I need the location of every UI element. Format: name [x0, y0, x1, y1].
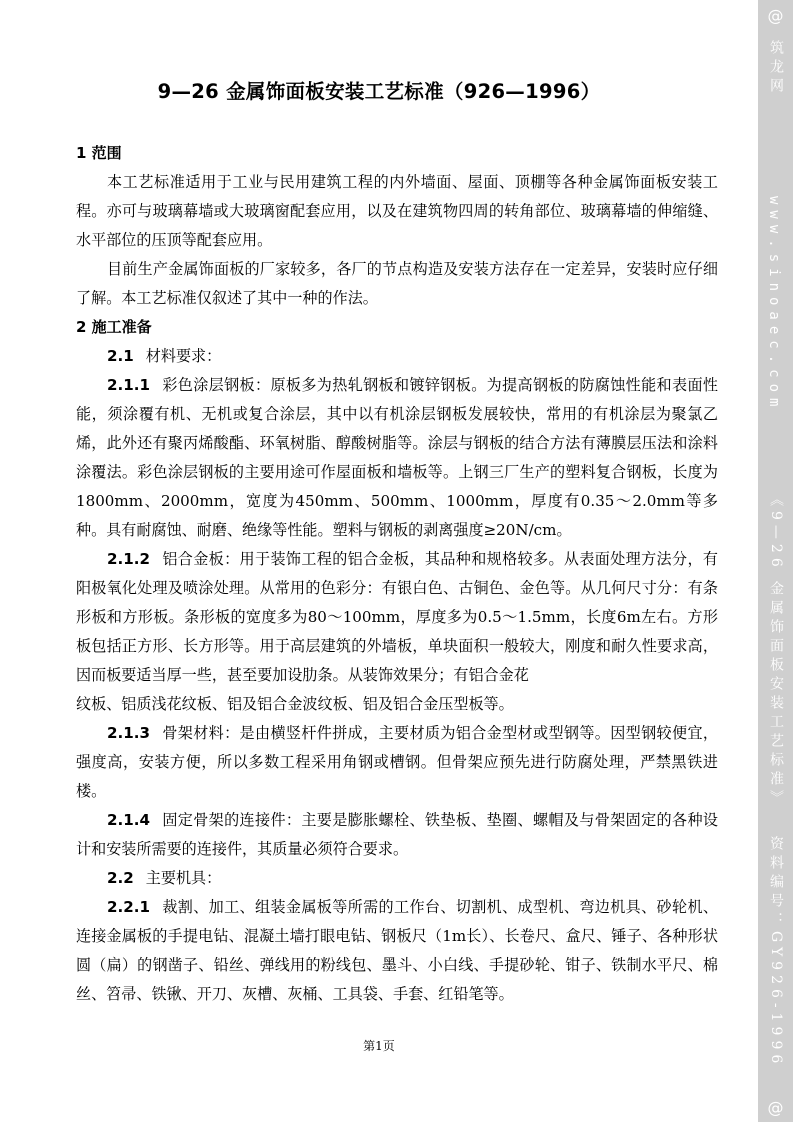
sidebar-document-code: 资料编号：GY926-1996 [768, 836, 784, 1069]
section-1-paragraph-2: 目前生产金属饰面板的厂家较多，各厂的节点构造及安装方法存在一定差异，安装时应仔细了解。本工艺标准仅叙述了其中一种的作法。 [76, 260, 718, 307]
clause-number: 2.1.4 [107, 811, 150, 829]
document-title: 9—26 金属饰面板安装工艺标准（926—1996） [157, 80, 601, 103]
clause-text: 铝合金板：用于装饰工程的铝合金板，其品种和规格较多。从表面处理方法分，有阳极氧化处理及喷涂处理。从常用的色彩分：有银白色、古铜色、金色等。从几何尺寸分：有条形板和方形板。条形板的宽度多为80～100mm，厚度多为0.5～1.5mm，长度6m左右。方形板包括正方形、长方形等。用于高层建筑的外墙板，单块面积一般较大，刚度和耐久性要求高，因而板要适当厚一些，甚至要加设肋条。从装饰效果分；有铝合金花 [76, 550, 718, 684]
clause-2-1 [76, 342, 718, 371]
clause-number: 2.1.2 [107, 550, 150, 568]
clause-text: 材料要求： [145, 347, 222, 365]
clause-2-1-4 [76, 806, 718, 864]
clause-2-1-1 [76, 371, 718, 545]
clause-number: 2.2.1 [107, 898, 150, 916]
clause-2-1-2-continuation: 纹板、铝质浅花纹板、铝及铝合金波纹板、铝及铝合金压型板等。 [76, 695, 514, 713]
sidebar-site-name: 筑龙网 [768, 40, 784, 97]
clause-text: 固定骨架的连接件：主要是膨胀螺栓、铁垫板、垫圈、螺帽及与骨架固定的各种设计和安装所需要的连接件，其质量必须符合要求。 [76, 811, 718, 858]
sidebar-url: www.sinoaec.com [766, 196, 782, 413]
clause-number: 2.1 [107, 347, 134, 365]
at-symbol-top: @ [767, 6, 784, 25]
clause-2-1-2 [76, 545, 718, 690]
clause-number: 2.1.1 [107, 376, 150, 394]
clause-number: 2.1.3 [107, 724, 150, 742]
watermark-sidebar [758, 0, 793, 1122]
clause-2-2 [76, 864, 718, 893]
page-number: 第1页 [363, 1039, 395, 1053]
clause-2-1-3 [76, 719, 718, 806]
section-2-heading: 2 施工准备 [76, 318, 152, 336]
clause-2-2-1 [76, 893, 718, 1009]
document-body [76, 139, 718, 1009]
clause-text: 彩色涂层钢板：原板多为热轧钢板和镀锌钢板。为提高钢板的防腐蚀性能和表面性能，须涂覆有机、无机或复合涂层，其中以有机涂层钢板发展较快，常用的有机涂层为聚氯乙烯，此外还有聚丙烯酸酯、环氧树脂、醇酸树脂等。涂层与钢板的结合方法有薄膜层压法和涂料涂覆法。彩色涂层钢板的主要用途可作屋面板和墙板等。上钢三厂生产的塑料复合钢板，长度为1800mm、2000mm，宽度为450mm、500mm、1000mm，厚度有0.35～2.0mm等多种。具有耐腐蚀、耐磨、绝缘等性能。塑料与钢板的剥离强度≥20N/cm。 [76, 376, 718, 539]
clause-text: 骨架材料：是由横竖杆件拼成，主要材质为铝合金型材或型钢等。因型钢较便宜，强度高，安装方便，所以多数工程采用角钢或槽钢。但骨架应预先进行防腐处理，严禁黑铁进楼。 [76, 724, 718, 800]
clause-text: 主要机具： [145, 869, 222, 887]
at-symbol-bottom: @ [767, 1098, 784, 1117]
sidebar-document-title: 《9—26 金属饰面板安装工艺标准》 [768, 492, 784, 810]
section-1-heading: 1 范围 [76, 144, 122, 162]
clause-text: 裁割、加工、组装金属板等所需的工作台、切割机、成型机、弯边机具、砂轮机、连接金属板的手提电钻、混凝土墙打眼电钻、钢板尺（1m长）、长卷尺、盒尺、锤子、各种形状圆（扁）的钢凿子、铅丝、弹线用的粉线包、墨斗、小白线、手提砂轮、钳子、铁制水平尺、棉丝、笤帚、铁锹、开刀、灰槽、灰桶、工具袋、手套、红铅笔等。 [76, 898, 718, 1003]
clause-number: 2.2 [107, 869, 134, 887]
section-1-paragraph-1: 本工艺标准适用于工业与民用建筑工程的内外墙面、屋面、顶棚等各种金属饰面板安装工程。亦可与玻璃幕墙或大玻璃窗配套应用，以及在建筑物四周的转角部位、玻璃幕墙的伸缩缝、水平部位的压顶等配套应用。 [76, 173, 718, 249]
